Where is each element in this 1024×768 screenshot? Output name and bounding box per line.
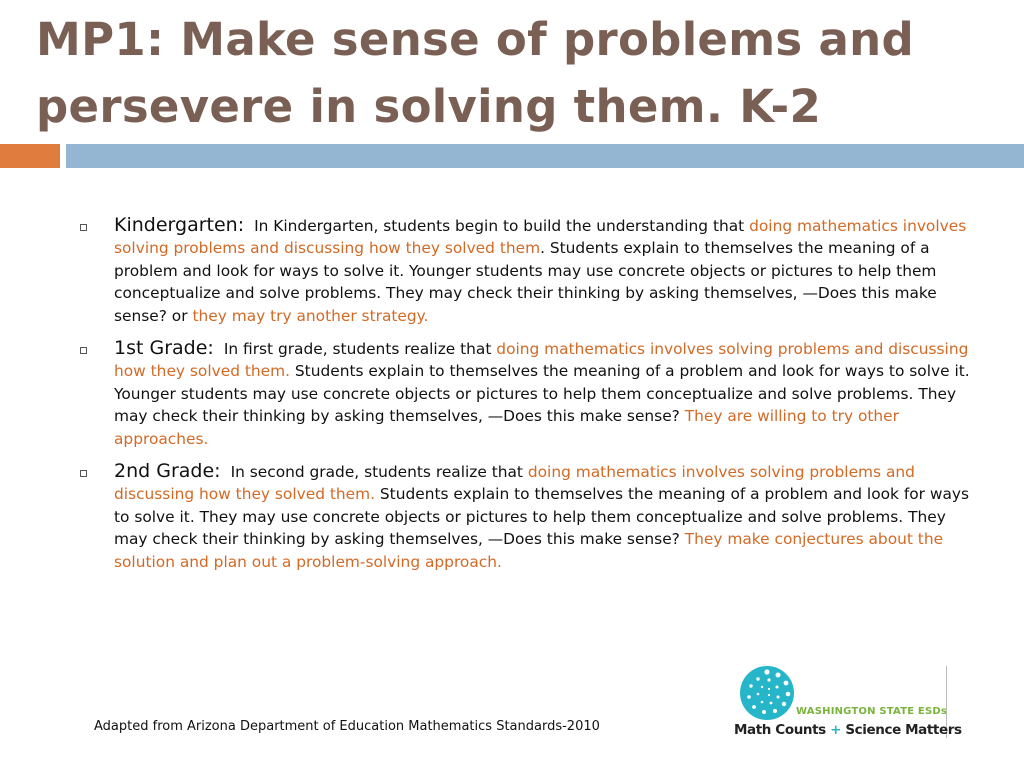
bullet-text: Students explain to themselves the meaning of a problem and look for ways to solve it. They may use concrete objects or pictures to help them conceptualize and solve problems. They may check their thinking by asking themselves, —Does this make sense? [114,485,970,549]
bullet-text: In Kindergarten, students begin to build the understanding that [254,217,750,235]
logo-tagline-right: Science Matters [845,722,962,738]
title-accent-bar-orange [0,144,60,168]
title-accent-bar-blue [66,144,1024,168]
logo-org-name: WASHINGTON STATE ESDs [796,706,948,717]
bullet-list [80,214,975,583]
square-bullet-icon [80,224,87,231]
bullet-text: Students explain to themselves the meaning of a problem and look for ways to solve it. Younger students may use concrete objects or pictures to help them conceptualize and solve problems. They may check their thinking by asking themselves, —Does this make sense? [114,362,970,426]
bullet-text: In second grade, students realize that [230,463,528,482]
highlighted-text: doing mathematics involves solving problems and discussing how they solved them. [114,463,915,504]
bullet-text: . Students explain to themselves the meaning of a problem and look for ways to solve it. Younger students may use concrete objects or pictures to help them conceptualize and solve problems. They may check their thinking by asking themselves, —Does this make sense? or [114,239,937,325]
spiral-shell-icon [738,664,796,722]
bullet-heading: 1st Grade: [114,337,214,360]
logo-plus: + [830,722,842,738]
bullet-kindergarten [80,214,975,327]
square-bullet-icon [80,470,87,477]
highlighted-text: doing mathematics involves solving problems and discussing how they solved them [114,217,967,258]
slide-title: MP1: Make sense of problems and persevere in solving them. K-2 [36,13,914,133]
square-bullet-icon [80,347,87,354]
source-footnote: Adapted from Arizona Department of Education Mathematics Standards-2010 [94,719,600,734]
esd-logo [732,662,962,744]
bullet-heading: Kindergarten: [114,214,245,236]
bullet-text: In first grade, students realize that [223,340,497,359]
logo-tagline-left: Math Counts [734,722,826,738]
logo-tagline [734,722,962,738]
bullet-second-grade [80,460,975,573]
highlighted-text: They are willing to try other approaches. [114,407,899,448]
highlighted-text: doing mathematics involves solving problems and discussing how they solved them. [114,340,969,381]
highlighted-text: They make conjectures about the solution and plan out a problem-solving approach. [114,530,944,571]
bullet-first-grade [80,337,975,450]
highlighted-text: they may try another strategy. [192,306,429,325]
bullet-heading: 2nd Grade: [114,460,221,483]
